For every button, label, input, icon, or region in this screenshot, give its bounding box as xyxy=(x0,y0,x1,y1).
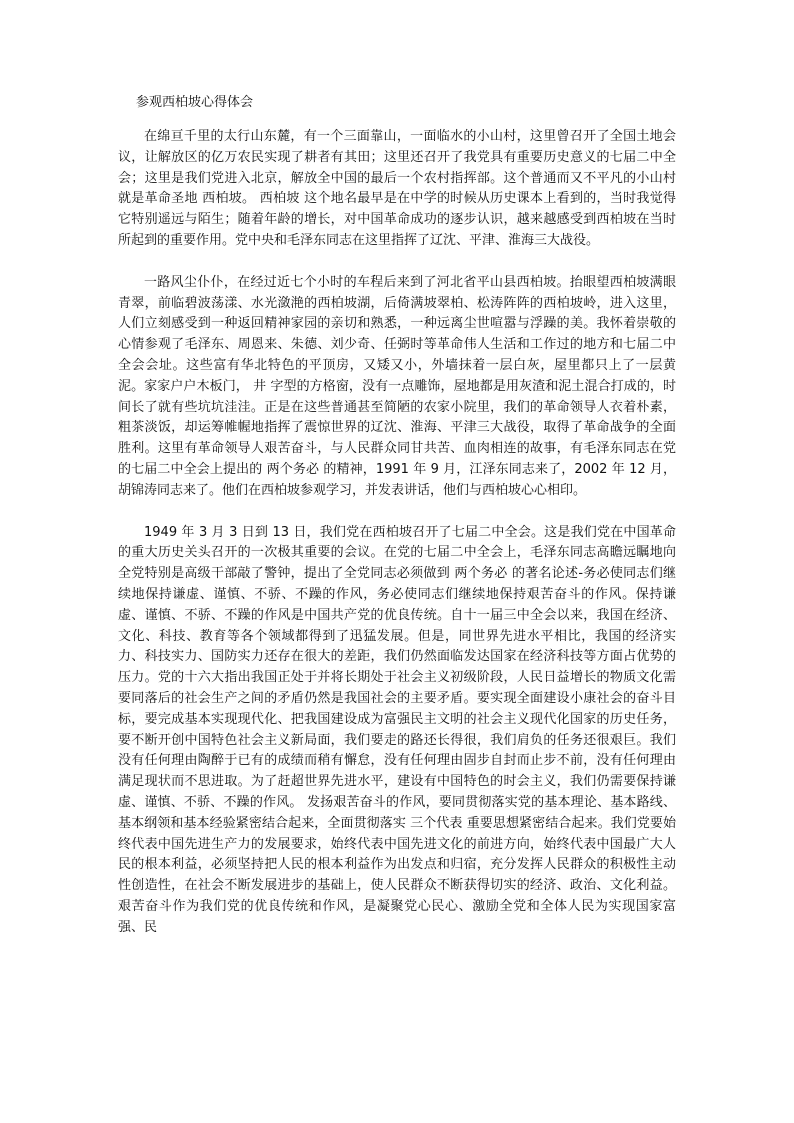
document-page xyxy=(118,92,676,959)
paragraph-1: 在绵亘千里的太行山东麓，有一个三面靠山，一面临水的小山村，这里曾召开了全国土地会议，让解放区的亿万农民实现了耕者有其田；这里还召开了我党具有重要历史意义的七届二中全会；这里是我们党进入北京，解放全中国的最后一个农村指挥部。这个普通而又不平凡的小山村就是革命圣地 西柏坡。 西柏坡 这个地名最早是在中学的时候从历史课本上看到的，当时我觉得它特别遥远与陌生；随着年龄的增长，对中国革命成功的逐步认识，越来越感受到西柏坡在当时所起到的重要作用。党中央和毛泽东同志在这里指挥了辽沈、平津、淮海三大战役。 xyxy=(118,129,676,248)
document-title: 参观西柏坡心得体会 xyxy=(136,95,254,110)
paragraph-3: 1949 年 3 月 3 日到 13 日，我们党在西柏坡召开了七届二中全会。这是我们党在中国革命的重大历史关头召开的一次极其重要的会议。在党的七届二中全会上，毛泽东同志高瞻远瞩地向全党特别是高级干部敲了警钟，提出了全党同志必须做到 两个务必 的著名论述-务必使同志们继续地保持谦虚、谨慎、不骄、不躁的作风，务必使同志们继续地保持艰苦奋斗的作风。保持谦虚、谨慎、不骄、不躁的作风是中国共产党的优良传统。自十一届三中全会以来，我国在经济、文化、科技、教育等各个领域都得到了迅猛发展。但是，同世界先进水平相比，我国的经济实力、科技实力、国防实力还存在很大的差距，我们仍然面临发达国家在经济科技等方面占优势的压力。党的十六大指出我国正处于并将长期处于社会主义初级阶段，人民日益增长的物质文化需要同落后的社会生产之间的矛盾仍然是我国社会的主要矛盾。要实现全面建设小康社会的奋斗目标，要完成基本实现现代化、把我国建设成为富强民主文明的社会主义现代化国家的历史任务，要不断开创中国特色社会主义新局面，我们要走的路还长得很，我们肩负的任务还很艰巨。我们没有任何理由陶醉于已有的成绩而稍有懈怠，没有任何理由固步自封而止步不前，没有任何理由满足现状而不思进取。为了赶超世界先进水平，建设有中国特色的时会主义，我们仍需要保持谦虚、谨慎、不骄、不躁的作风。 发扬艰苦奋斗的作风，要同贯彻落实党的基本理论、基本路线、基本纲领和基本经验紧密结合起来，全面贯彻落实 三个代表 重要思想紧密结合起来。我们党要始终代表中国先进生产力的发展要求，始终代表中国先进文化的前进方向，始终代表中国最广大人民的根本利益，必须坚持把人民的根本利益作为出发点和归宿，充分发挥人民群众的积极性主动性创造性，在社会不断发展进步的基础上，使人民群众不断获得切实的经济、政治、文化利益。艰苦奋斗作为我们党的优良传统和作风，是凝聚党心民心、激励全党和全体人民为实现国家富强、民 xyxy=(118,524,676,935)
paragraph-2: 一路风尘仆仆，在经过近七个小时的车程后来到了河北省平山县西柏坡。抬眼望西柏坡满眼青翠，前临碧波荡漾、水光潋滟的西柏坡湖，后倚满坡翠柏、松涛阵阵的西柏坡岭，进入这里，人们立刻感受到一种返回精神家园的亲切和熟悉，一种远离尘世喧嚣与浮躁的美。我怀着崇敬的心情参观了毛泽东、周恩来、朱德、刘少奇、任弼时等革命伟人生活和工作过的地方和七届二中全会会址。这些富有华北特色的平顶房，又矮又小，外墙抹着一层白灰，屋里都只上了一层黄泥。家家户户木板门， 井 字型的方格窗，没有一点雕饰，屋地都是用灰渣和泥土混合打成的，时间长了就有些坑坑洼洼。正是在这些普通甚至简陋的农家小院里，我们的革命领导人衣着朴素，粗茶淡饭，却运筹帷幄地指挥了震惊世界的辽沈、淮海、平津三大战役，取得了革命战争的全面胜利。这里有革命领导人艰苦奋斗，与人民群众同甘共苦、血肉相连的故事，有毛泽东同志在党的七届二中全会上提出的 两个务必 的精神，1991 年 9 月，江泽东同志来了，2002 年 12 月，胡锦涛同志来了。他们在西柏坡参观学习，并发表讲话，他们与西柏坡心心相印。 xyxy=(118,274,676,498)
